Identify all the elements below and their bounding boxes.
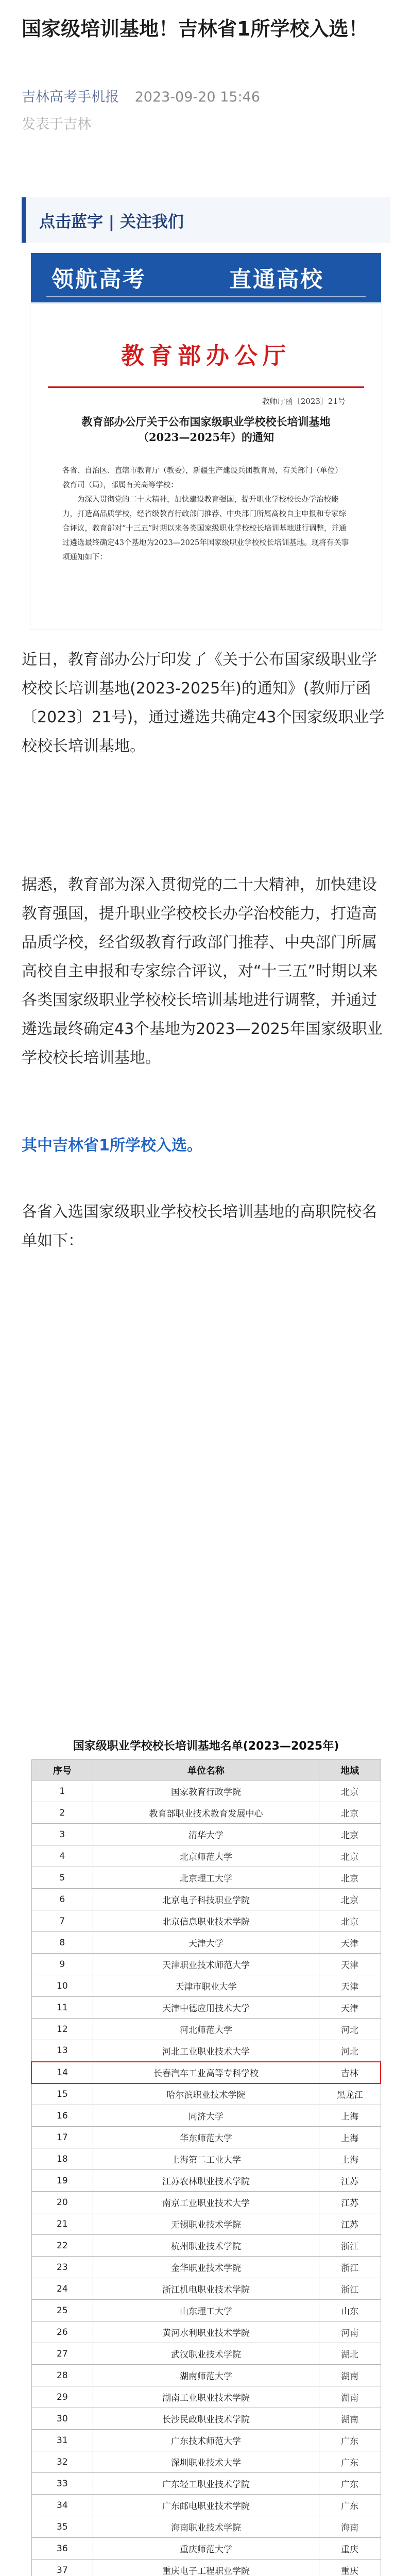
row-school-name: 南京工业职业技术大学 [93,2192,319,2213]
row-region: 广东 [319,2430,381,2451]
table-row [31,2473,381,2495]
row-index: 23 [31,2257,93,2278]
row-region: 江苏 [319,2213,381,2235]
table-row [31,1954,381,1975]
account-name-link[interactable]: 吉林高考手机报 [22,89,119,105]
row-index: 29 [31,2386,93,2408]
table-row [31,2365,381,2386]
row-region: 北京 [319,1845,381,1867]
row-region: 海南 [319,2516,381,2538]
row-school-name: 海南职业技术学院 [93,2516,319,2538]
table-row [31,1802,381,1824]
row-region: 河北 [319,2040,381,2062]
row-school-name: 北京理工大学 [93,1867,319,1889]
row-school-name: 北京信息职业技术学院 [93,1910,319,1932]
row-index: 13 [31,2040,93,2062]
row-school-name: 广东邮电职业技术学院 [93,2495,319,2516]
row-school-name: 黄河水利职业技术学院 [93,2321,319,2343]
table-row [31,1975,381,1997]
row-region: 北京 [319,1889,381,1910]
banner-underline [46,296,366,297]
row-region: 北京 [319,1824,381,1845]
row-index: 35 [31,2516,93,2538]
row-school-name: 北京师范大学 [93,1845,319,1867]
row-index: 15 [31,2083,93,2105]
row-school-name: 广东技术师范大学 [93,2430,319,2451]
row-region: 天津 [319,1954,381,1975]
row-index: 17 [31,2127,93,2148]
row-region: 吉林 [319,2062,381,2083]
row-region: 湖南 [319,2408,381,2430]
highlight-paragraph: 其中吉林省1所学校入选。 [22,1137,202,1155]
table-row [31,2170,381,2192]
row-region: 上海 [319,2127,381,2148]
document-title: 教育部办公厅关于公布国家级职业学校校长培训基地（2023—2025年）的通知 [81,415,331,444]
body-paragraph-2: 据悉，教育部为深入贯彻党的二十大精神，加快建设教育强国，提升职业学校校长办学治校能力，打造高品质学校，经省级教育行政部门推荐、中央部门所属高校自主申报和专家综合评议，对“十三五”时期以来各类国家级职业学校校长培训基地进行调整，并通过遴选最终确定43个基地为2023—2025年国家级职业学校校长培训基地。 [22,876,383,1067]
table-row [31,1889,381,1910]
row-school-name: 教育部职业技术教育发展中心 [93,1802,319,1824]
row-region: 江苏 [319,2192,381,2213]
row-index: 3 [31,1824,93,1845]
table-row [31,2278,381,2300]
row-index: 2 [31,1802,93,1824]
banner-right-text: 直通高校 [229,266,324,293]
table-header-row [31,1760,381,1781]
row-school-name: 天津中德应用技术大学 [93,1997,319,2019]
row-index: 26 [31,2321,93,2343]
header-name: 单位名称 [93,1760,319,1781]
table-row [31,1910,381,1932]
row-school-name: 浙江机电职业技术学院 [93,2278,319,2300]
table-row [31,2408,381,2430]
row-index: 14 [31,2062,93,2083]
table-row [31,2430,381,2451]
table-row [31,2062,381,2083]
row-region: 广东 [319,2451,381,2473]
row-region: 黑龙江 [319,2083,381,2105]
row-index: 16 [31,2105,93,2127]
row-school-name: 清华大学 [93,1824,319,1845]
row-index: 1 [31,1781,93,1802]
row-school-name: 无锡职业技术学院 [93,2213,319,2235]
row-school-name: 北京电子科技职业学院 [93,1889,319,1910]
row-school-name: 重庆师范大学 [93,2538,319,2560]
banner-left-text: 领航高考 [52,266,146,293]
row-region: 湖北 [319,2343,381,2365]
table-row [31,2451,381,2473]
document-body [62,464,350,565]
row-region: 浙江 [319,2235,381,2257]
row-region: 北京 [319,1802,381,1824]
table-row [31,1867,381,1889]
row-school-name: 哈尔滨职业技术学院 [93,2083,319,2105]
row-school-name: 金华职业技术学院 [93,2257,319,2278]
article-title: 国家级培训基地！吉林省1所学校入选！ [22,18,368,40]
schools-table [31,1759,381,2576]
table-row [31,2213,381,2235]
document-red-rule [48,386,364,388]
row-index: 5 [31,1867,93,1889]
slogan-banner [31,253,381,302]
document-salutation: 各省、自治区、直辖市教育厅（教委），新疆生产建设兵团教育局，有关部门（单位）教育司（局），部属有关高等学校： [62,467,342,489]
table-row [31,1824,381,1845]
row-school-name: 天津市职业大学 [93,1975,319,1997]
publish-location: 发表于吉林 [22,116,91,132]
publish-date: 2023-09-20 15:46 [134,89,260,105]
document-number: 教师厅函〔2023〕21号 [262,397,346,406]
table-row [31,2235,381,2257]
row-index: 9 [31,1954,93,1975]
header-region: 地域 [319,1760,381,1781]
table-row [31,2040,381,2062]
row-region: 上海 [319,2105,381,2127]
row-region: 山东 [319,2300,381,2321]
row-school-name: 武汉职业技术学院 [93,2343,319,2365]
row-region: 重庆 [319,2538,381,2560]
row-index: 34 [31,2495,93,2516]
row-school-name: 长沙民政职业技术学院 [93,2408,319,2430]
row-index: 10 [31,1975,93,1997]
table-row [31,2105,381,2127]
row-region: 天津 [319,1932,381,1954]
row-index: 37 [31,2560,93,2576]
row-school-name: 广东轻工职业技术学院 [93,2473,319,2495]
table-row [31,2127,381,2148]
row-school-name: 同济大学 [93,2105,319,2127]
row-index: 6 [31,1889,93,1910]
table-row [31,2495,381,2516]
row-index: 30 [31,2408,93,2430]
row-index: 4 [31,1845,93,1867]
table-row [31,2083,381,2105]
table-row [31,1997,381,2019]
row-region: 江苏 [319,2170,381,2192]
document-paragraph: 为深入贯彻党的二十大精神，加快建设教育强国，提升职业学校校长办学治校能力，打造高品质学校，经省级教育行政部门推荐、中央部门所属高校自主申报和专家综合评议，教育部对“十三五”时期以来各类国家级职业学校校长培训基地进行调整，并通过遴选最终确定43个基地为2023—2025年国家级职业学校校长培训基地。现将有关事项通知如下： [62,496,349,562]
row-region: 广东 [319,2495,381,2516]
row-region: 河北 [319,2019,381,2040]
row-index: 20 [31,2192,93,2213]
row-index: 18 [31,2148,93,2170]
table-title: 国家级职业学校校长培训基地名单(2023—2025年) [73,1740,339,1753]
row-school-name: 国家教育行政学院 [93,1781,319,1802]
row-region: 湖南 [319,2365,381,2386]
document-header: 教育部办公厅 [121,342,291,369]
row-school-name: 上海第二工业大学 [93,2148,319,2170]
row-region: 北京 [319,1781,381,1802]
row-region: 重庆 [319,2560,381,2576]
row-school-name: 天津职业技术师范大学 [93,1954,319,1975]
row-region: 河南 [319,2321,381,2343]
row-index: 8 [31,1932,93,1954]
official-document-image [30,303,382,630]
table-row [31,2192,381,2213]
row-region: 天津 [319,1975,381,1997]
follow-prompt-bar[interactable]: 点击蓝字 | 关注我们 [22,197,390,243]
row-school-name: 湖南师范大学 [93,2365,319,2386]
table-row [31,1845,381,1867]
row-school-name: 深圳职业技术大学 [93,2451,319,2473]
row-index: 11 [31,1997,93,2019]
row-index: 24 [31,2278,93,2300]
row-region: 湖南 [319,2386,381,2408]
table-row [31,2343,381,2365]
row-index: 7 [31,1910,93,1932]
row-school-name: 华东师范大学 [93,2127,319,2148]
table-row [31,2386,381,2408]
row-region: 浙江 [319,2257,381,2278]
row-school-name: 天津大学 [93,1932,319,1954]
body-paragraph-1: 近日，教育部办公厅印发了《关于公布国家级职业学校校长培训基地(2023-2025年)的通知》(教师厅函〔2023〕21号)，通过遴选共确定43个国家级职业学校校长培训基地。 [22,651,385,755]
row-region: 广东 [319,2473,381,2495]
row-index: 27 [31,2343,93,2365]
row-index: 33 [31,2473,93,2495]
row-index: 19 [31,2170,93,2192]
row-school-name: 山东理工大学 [93,2300,319,2321]
body-paragraph-3: 各省入选国家级职业学校校长培训基地的高职院校名单如下： [22,1203,377,1250]
row-school-name: 长春汽车工业高等专科学校 [93,2062,319,2083]
row-school-name: 湖南工业职业技术学院 [93,2386,319,2408]
header-index: 序号 [31,1760,93,1781]
table-row [31,2148,381,2170]
row-school-name: 重庆电子工程职业学院 [93,2560,319,2576]
row-index: 32 [31,2451,93,2473]
row-school-name: 河北工业职业技术大学 [93,2040,319,2062]
row-index: 31 [31,2430,93,2451]
table-row [31,2538,381,2560]
row-region: 北京 [319,1867,381,1889]
row-index: 12 [31,2019,93,2040]
row-region: 浙江 [319,2278,381,2300]
row-school-name: 江苏农林职业技术学院 [93,2170,319,2192]
row-school-name: 河北师范大学 [93,2019,319,2040]
row-index: 21 [31,2213,93,2235]
table-row [31,2321,381,2343]
table-row [31,2516,381,2538]
row-region: 上海 [319,2148,381,2170]
row-school-name: 杭州职业技术学院 [93,2235,319,2257]
row-region: 天津 [319,1997,381,2019]
row-index: 22 [31,2235,93,2257]
row-index: 25 [31,2300,93,2321]
table-row [31,2257,381,2278]
table-row [31,2019,381,2040]
article-meta [22,86,260,106]
table-row [31,2300,381,2321]
table-row [31,1932,381,1954]
row-index: 28 [31,2365,93,2386]
table-row [31,2560,381,2576]
row-index: 36 [31,2538,93,2560]
table-row [31,1781,381,1802]
row-region: 北京 [319,1910,381,1932]
